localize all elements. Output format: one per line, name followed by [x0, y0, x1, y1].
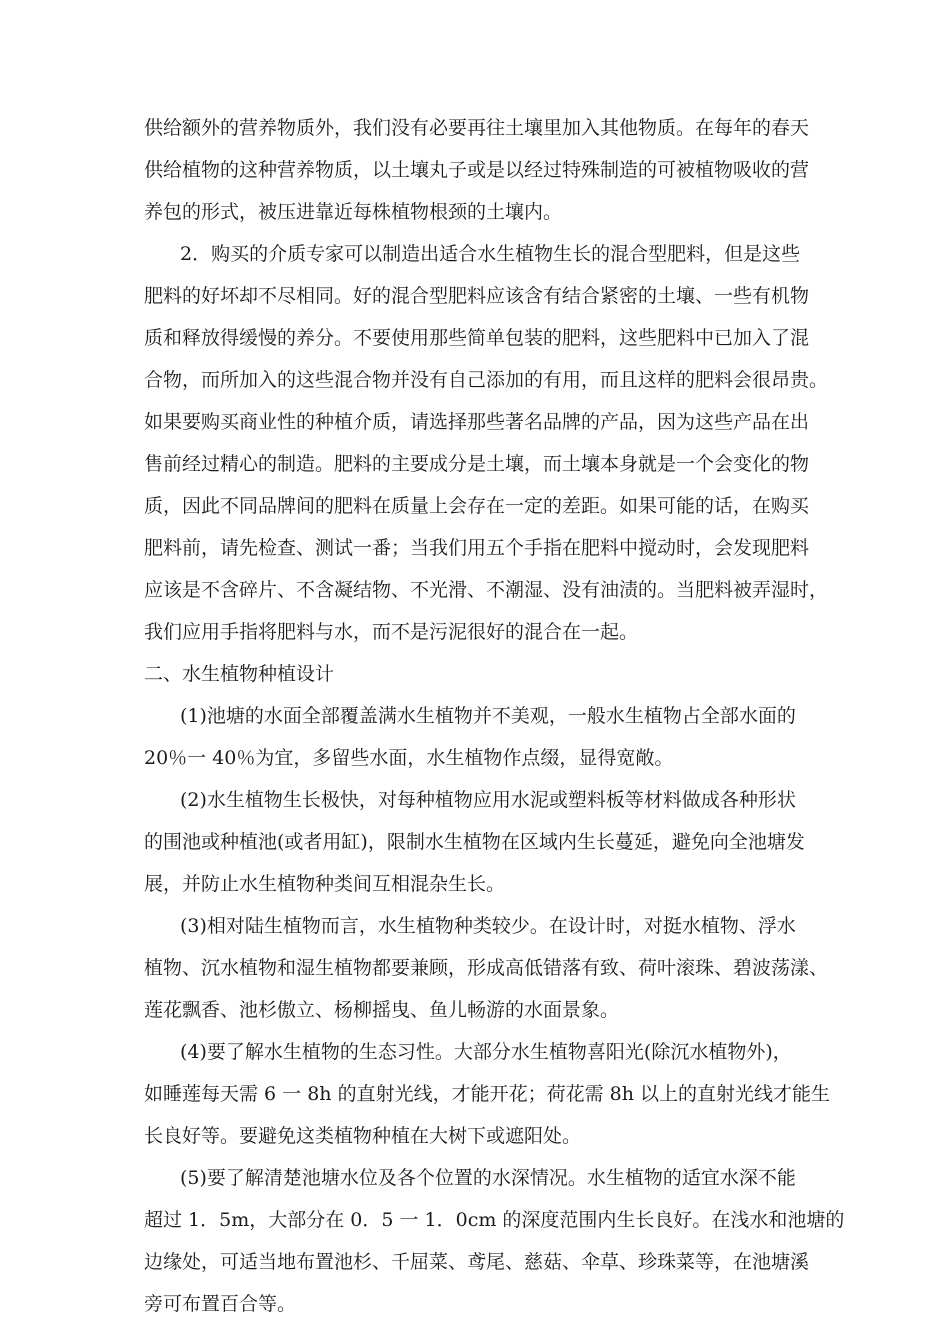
text-line: 应该是不含碎片、不含凝结物、不光滑、不潮湿、没有油渍的。当肥料被弄湿时，	[144, 579, 829, 601]
text-line: 肥料前，请先检查、测试一番；当我们用五个手指在肥料中搅动时，会发现肥料	[144, 537, 810, 559]
text-line: 供给植物的这种营养物质，以土壤丸子或是以经过特殊制造的可被植物吸收的营	[144, 159, 810, 181]
text-line: (2)水生植物生长极快，对每种植物应用水泥或塑料板等材料做成各种形状	[180, 789, 796, 811]
text-line: 如睡莲每天需 6 一 8h 的直射光线，才能开花；荷花需 8h 以上的直射光线才能生	[144, 1083, 830, 1105]
text-line: 如果要购买商业性的种植介质，请选择那些著名品牌的产品，因为这些产品在出	[144, 411, 810, 433]
text-line: 我们应用手指将肥料与水，而不是污泥很好的混合在一起。	[144, 621, 639, 643]
text-line: 售前经过精心的制造。肥料的主要成分是土壤，而土壤本身就是一个会变化的物	[144, 453, 810, 475]
text-line: 莲花飘香、池杉傲立、杨柳摇曳、鱼儿畅游的水面景象。	[144, 999, 620, 1021]
text-line: 旁可布置百合等。	[144, 1293, 297, 1315]
text-line: 质，因此不同品牌间的肥料在质量上会存在一定的差距。如果可能的话，在购买	[144, 495, 810, 517]
text-line: 质和释放得缓慢的养分。不要使用那些简单包装的肥料，这些肥料中已加入了混	[144, 327, 810, 349]
text-line: 养包的形式，被压进靠近每株植物根颈的土壤内。	[144, 201, 563, 223]
text-line: 合物，而所加入的这些混合物并没有自己添加的有用，而且这样的肥料会很昂贵。	[144, 369, 829, 391]
text-line: 的围池或种植池(或者用缸)，限制水生植物在区域内生长蔓延，避免向全池塘发	[144, 831, 805, 853]
text-line: 供给额外的营养物质外，我们没有必要再往土壤里加入其他物质。在每年的春天	[144, 117, 810, 139]
text-line: 肥料的好坏却不尽相同。好的混合型肥料应该含有结合紧密的土壤、一些有机物	[144, 285, 810, 307]
text-line: (1)池塘的水面全部覆盖满水生植物并不美观，一般水生植物占全部水面的	[180, 705, 796, 727]
text-line: 展，并防止水生植物种类间互相混杂生长。	[144, 873, 506, 895]
text-line: (5)要了解清楚池塘水位及各个位置的水深情况。水生植物的适宜水深不能	[180, 1167, 796, 1189]
text-line: 长良好等。要避免这类植物种植在大树下或遮阳处。	[144, 1125, 582, 1147]
text-line: (4)要了解水生植物的生态习性。大部分水生植物喜阳光(除沉水植物外)，	[180, 1041, 792, 1063]
text-line: 2．购买的介质专家可以制造出适合水生植物生长的混合型肥料，但是这些	[180, 243, 801, 265]
text-line: 超过 1．5m，大部分在 0．5 一 1．0cm 的深度范围内生长良好。在浅水和池塘的	[144, 1209, 845, 1231]
text-line: 边缘处，可适当地布置池杉、千屈菜、鸢尾、慈菇、伞草、珍珠菜等，在池塘溪	[144, 1251, 810, 1273]
section-heading: 二、水生植物种植设计	[144, 663, 335, 685]
text-line: 20％一 40％为宜，多留些水面，水生植物作点缀，显得宽敞。	[144, 747, 674, 769]
text-line: (3)相对陆生植物而言，水生植物种类较少。在设计时，对挺水植物、浮水	[180, 915, 796, 937]
text-line: 植物、沉水植物和湿生植物都要兼顾，形成高低错落有致、荷叶滚珠、碧波荡漾、	[144, 957, 829, 979]
